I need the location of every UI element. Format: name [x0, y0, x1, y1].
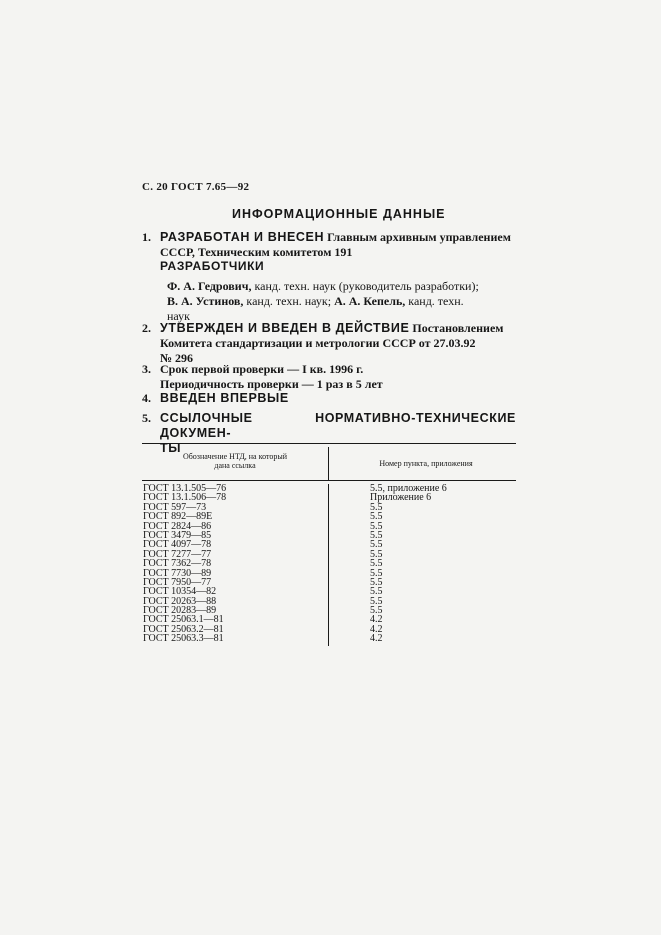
table-cell-doc: ГОСТ 7362—78 [143, 558, 212, 570]
item-heading: ССЫЛОЧНЫЕ НОРМАТИВНО-ТЕХНИЧЕСКИЕ ДОКУМЕН- [160, 411, 516, 440]
table-cell-doc: ГОСТ 25063.2—81 [143, 623, 224, 635]
table-cell-ref: 4.2 [370, 633, 383, 645]
developer-credentials: канд. техн. [408, 294, 464, 308]
table-header-clause: Номер пункта, приложения [379, 459, 473, 468]
table-cell-ref: 5.5 [370, 501, 383, 513]
table-cell-ref: 5.5 [370, 558, 383, 570]
developer-credentials: канд. техн. наук (руководитель разработки); [254, 279, 479, 293]
item-text: № 296 [160, 351, 194, 365]
developers-list [167, 279, 516, 324]
table-cell-ref: 4.2 [370, 623, 383, 635]
table-cell-doc: ГОСТ 20263—88 [143, 595, 217, 607]
table-cell-doc: ГОСТ 7950—77 [143, 576, 212, 588]
item-text: Комитета стандартизации и метрологии СССР от 27.03.92 [160, 336, 476, 350]
table-cell-doc: ГОСТ 892—89Е [143, 511, 213, 523]
page-header: С. 20 ГОСТ 7.65—92 [142, 181, 250, 193]
table-top-rule [142, 443, 516, 444]
developers-heading: РАЗРАБОТЧИКИ [160, 259, 265, 273]
table-cell-doc: ГОСТ 10354—82 [143, 586, 217, 598]
table-column-docs [143, 484, 226, 644]
table-cell-ref: 5.5 [370, 511, 383, 523]
item-number: 1. [142, 230, 151, 244]
table-cell-doc: ГОСТ 13.1.505—76 [143, 483, 227, 494]
table-cell-ref: 5.5, приложение 6 [370, 483, 447, 494]
item-number: 5. [142, 411, 151, 425]
table-cell-ref: 5.5 [370, 548, 383, 560]
table-cell-doc: ГОСТ 597—73 [143, 501, 207, 513]
item-review [142, 362, 516, 392]
table-header-separator [328, 447, 329, 481]
item-number: 4. [142, 391, 151, 405]
developer-credentials: наук [167, 309, 190, 323]
table-cell-ref: Приложение 6 [370, 492, 432, 504]
table-cell-ref: 5.5 [370, 595, 383, 607]
developer-name: А. А. Кепель, [334, 294, 406, 308]
table-cell-ref: 5.5 [370, 605, 383, 617]
item-approved [142, 321, 516, 366]
table-cell-doc: ГОСТ 13.1.506—78 [143, 492, 227, 504]
table-column-refs [370, 484, 447, 644]
review-first: Срок первой проверки — I кв. 1996 г. [160, 362, 364, 376]
table-cell-ref: 4.2 [370, 614, 383, 626]
item-heading: ВВЕДЕН ВПЕРВЫЕ [160, 391, 289, 405]
table-cell-doc: ГОСТ 3479—85 [143, 529, 212, 541]
table-header-rule [142, 480, 516, 481]
table-cell-doc: ГОСТ 7277—77 [143, 548, 212, 560]
item-developed-by [142, 230, 516, 260]
table-cell-ref: 5.5 [370, 576, 383, 588]
table-cell-doc: ГОСТ 7730—89 [143, 567, 212, 579]
item-heading: ТЫ [160, 441, 182, 455]
table-cell-doc: ГОСТ 2824—86 [143, 520, 212, 532]
item-text: Постановлением [412, 321, 504, 335]
table-cell-doc: ГОСТ 20283—89 [143, 605, 217, 617]
item-introduced-first [142, 391, 516, 406]
item-number: 2. [142, 321, 151, 335]
table-cell-doc: ГОСТ 25063.1—81 [143, 614, 224, 626]
table-header-doc: Обозначение НТД, на который дана ссылка [182, 452, 288, 470]
developer-name: В. А. Устинов, [167, 294, 244, 308]
table-cell-ref: 5.5 [370, 539, 383, 551]
table-column-separator [328, 484, 329, 646]
table-cell-doc: ГОСТ 25063.3—81 [143, 633, 224, 645]
table-cell-ref: 5.5 [370, 567, 383, 579]
table-cell-ref: 5.5 [370, 520, 383, 532]
table-cell-ref: 5.5 [370, 586, 383, 598]
item-text: СССР, Техническим комитетом 191 [160, 245, 353, 259]
item-heading: РАЗРАБОТАН И ВНЕСЕН [160, 230, 325, 244]
item-reference-docs [142, 411, 516, 456]
review-period: Периодичность проверки — 1 раз в 5 лет [160, 377, 383, 391]
item-heading: УТВЕРЖДЕН И ВВЕДЕН В ДЕЙСТВИЕ [160, 321, 410, 335]
item-text: Главным архивным управлением [327, 230, 511, 244]
table-cell-ref: 5.5 [370, 529, 383, 541]
developer-credentials: канд. техн. наук; [246, 294, 332, 308]
item-number: 3. [142, 362, 151, 376]
developer-name: Ф. А. Гедрович, [167, 279, 252, 293]
document-title: ИНФОРМАЦИОННЫЕ ДАННЫЕ [232, 207, 446, 221]
table-cell-doc: ГОСТ 4097—78 [143, 539, 212, 551]
